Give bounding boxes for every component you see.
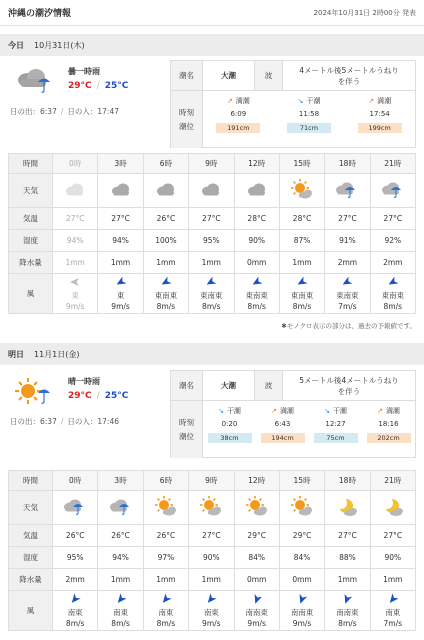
wind-speed: 9m/s — [111, 301, 130, 311]
tide-level: 191cm — [216, 123, 260, 133]
tide-time: 6:09 — [230, 110, 247, 118]
forecast-cell: 9時 — [189, 471, 234, 491]
arrow-down-right-icon: ↘ — [218, 407, 224, 415]
tide-kind — [227, 95, 250, 107]
row-header: 湿度 — [9, 230, 53, 252]
wind-arrow-icon — [160, 593, 172, 605]
wind-direction: 東 — [116, 290, 125, 300]
forecast-cell — [325, 174, 370, 208]
row-header: 天気 — [9, 491, 53, 525]
forecast-cell: 92% — [370, 230, 415, 252]
cloud-umbrella-icon — [63, 496, 87, 518]
forecast-row-wind — [9, 591, 416, 631]
tide-level: 202cm — [367, 433, 411, 443]
wind-arrow-icon — [296, 276, 308, 288]
forecast-cell: 28°C — [234, 208, 279, 230]
forecast-cell: 95% — [189, 230, 234, 252]
tide-kind — [324, 405, 347, 417]
wind-speed: 9m/s — [292, 618, 312, 628]
wind-direction: 東南東 — [336, 290, 359, 300]
tide-kind-label: 満潮 — [377, 97, 392, 105]
sunrise-label: 日の出 — [10, 417, 33, 426]
forecast-cell — [98, 591, 143, 631]
forecast-cell: 6時 — [143, 154, 188, 174]
forecast-cell: 29°C — [279, 525, 324, 547]
tide-kind — [368, 95, 391, 107]
tide-event — [216, 95, 260, 148]
forecast-cell: 1mm — [98, 569, 143, 591]
forecast-cell: 0mm — [279, 569, 324, 591]
row-header: 時間 — [9, 471, 53, 491]
tide-time: 17:54 — [369, 110, 390, 118]
forecast-cell — [189, 174, 234, 208]
forecast-cell — [234, 274, 279, 314]
cloud-icon — [154, 179, 178, 201]
forecast-cell: 2mm — [325, 252, 370, 274]
wind-speed: 7m/s — [383, 618, 403, 628]
past-forecast-note: ✱モノクロ表示の部分は、過去の予報値です。 — [281, 322, 416, 330]
forecast-cell — [325, 274, 370, 314]
tide-time: 6:43 — [274, 420, 291, 428]
wave-text: 5メートル後4メートルうねり を伴う — [299, 375, 399, 396]
wind-arrow-icon — [251, 593, 263, 605]
wind-arrow-icon — [387, 593, 399, 605]
forecast-cell: 94% — [98, 547, 143, 569]
forecast-cell: 97% — [143, 547, 188, 569]
arrow-up-right-icon: ↗ — [368, 97, 375, 105]
forecast-cell: 21時 — [370, 154, 415, 174]
forecast-cell — [370, 591, 415, 631]
forecast-cell — [189, 591, 234, 631]
tide-event — [287, 95, 331, 148]
sunset-time: 17:46 — [97, 417, 119, 426]
row-header: 湿度 — [9, 547, 53, 569]
wind-direction: 東 — [71, 290, 79, 300]
cloud-icon — [245, 179, 269, 201]
wind-direction: 東南東 — [381, 290, 405, 300]
sunset-label: 日の入 — [67, 417, 90, 426]
wind-arrow-icon — [69, 593, 81, 605]
forecast-cell — [279, 274, 324, 314]
wind-direction: 南東 — [385, 607, 401, 617]
forecast-cell: 6時 — [143, 471, 188, 491]
wind-direction: 南東 — [113, 607, 129, 617]
wind-speed: 9m/s — [247, 618, 266, 628]
published-time: 2024年10月31日 2時00分 発表 — [313, 8, 416, 17]
forecast-cell: 26°C — [143, 525, 188, 547]
wind-arrow-icon — [160, 276, 172, 288]
tide-time: 18:16 — [378, 420, 399, 428]
day-label: 明日 — [8, 349, 24, 359]
forecast-cell — [98, 274, 143, 314]
tide-level: 75cm — [314, 433, 358, 443]
forecast-table-today — [8, 153, 416, 314]
arrow-up-right-icon: ↗ — [271, 407, 277, 415]
wind-speed: 8m/s — [156, 618, 176, 628]
cloud-icon — [109, 179, 133, 201]
cloud-umbrella-icon — [335, 179, 359, 201]
forecast-row-hour — [9, 471, 416, 491]
forecast-cell: 1mm — [143, 569, 188, 591]
forecast-row-temp — [9, 525, 416, 547]
sun-cloud-icon — [199, 496, 223, 518]
tide-level-label: 潮位 — [179, 121, 194, 131]
row-header: 降水量 — [9, 569, 53, 591]
wind-direction: 南東 — [67, 607, 83, 617]
forecast-cell: 1mm — [370, 569, 415, 591]
cloud-icon — [199, 179, 223, 201]
sunrise-time: 6:37 — [40, 417, 57, 426]
tide-event — [358, 95, 402, 148]
day-date: 11月1日(金) — [34, 349, 80, 359]
tide-kind — [298, 95, 321, 107]
forecast-cell — [279, 174, 324, 208]
forecast-cell: 1mm — [189, 252, 234, 274]
tide-kind-label: 満潮 — [279, 407, 294, 415]
wind-arrow-icon — [296, 593, 308, 605]
tide-time-label: 時刻 — [179, 417, 194, 427]
forecast-cell: 27°C — [370, 208, 415, 230]
forecast-cell: 15時 — [279, 471, 324, 491]
forecast-cell: 15時 — [279, 154, 324, 174]
wind-direction: 南南東 — [290, 607, 314, 617]
forecast-cell: 27°C — [189, 525, 234, 547]
forecast-cell: 26°C — [98, 525, 143, 547]
forecast-cell — [53, 174, 98, 208]
forecast-row-humidity — [9, 547, 416, 569]
sunset-time: 17:47 — [97, 107, 119, 116]
tide-kind — [218, 405, 241, 417]
forecast-cell: 0時 — [53, 154, 98, 174]
wind-direction: 東南東 — [154, 290, 178, 300]
wave-label: 波 — [255, 61, 283, 90]
forecast-row-precip — [9, 569, 416, 591]
arrow-up-right-icon: ↗ — [226, 97, 233, 105]
forecast-cell — [325, 491, 370, 525]
wind-arrow-icon — [205, 276, 217, 288]
wind-arrow-icon — [69, 276, 81, 288]
forecast-cell: 29°C — [234, 525, 279, 547]
day-header-today — [0, 34, 424, 56]
forecast-cell: 1mm — [189, 569, 234, 591]
forecast-table-tomorrow — [8, 470, 416, 631]
forecast-cell — [53, 491, 98, 525]
day-summary — [0, 366, 424, 464]
tide-kind — [271, 405, 294, 417]
wind-speed: 8m/s — [383, 301, 403, 311]
weather-text: 曇一時雨 — [68, 67, 100, 76]
moon-cloud-icon — [381, 496, 405, 518]
forecast-cell — [143, 491, 188, 525]
wind-direction: 南南東 — [336, 607, 359, 617]
wind-arrow-icon — [341, 593, 353, 605]
temp-high: 29°C — [68, 81, 92, 91]
forecast-row-weather — [9, 491, 416, 525]
forecast-cell — [189, 274, 234, 314]
day-date: 10月31日(木) — [34, 40, 85, 50]
forecast-cell — [370, 174, 415, 208]
row-header: 風 — [9, 274, 53, 314]
forecast-cell: 1mm — [98, 252, 143, 274]
forecast-cell: 9時 — [189, 154, 234, 174]
row-header: 時間 — [9, 154, 53, 174]
forecast-cell: 94% — [98, 230, 143, 252]
wind-direction: 東南東 — [290, 290, 314, 300]
tide-type: 大潮 — [203, 61, 255, 90]
temperature-range: 29°C / 25°C — [68, 81, 129, 91]
tide-level: 194cm — [261, 433, 305, 443]
forecast-row-wind — [9, 274, 416, 314]
forecast-cell: 21時 — [370, 471, 415, 491]
forecast-cell — [98, 174, 143, 208]
forecast-cell: 90% — [370, 547, 415, 569]
forecast-cell: 1mm — [279, 252, 324, 274]
forecast-cell: 27°C — [53, 208, 98, 230]
tide-type: 大潮 — [203, 371, 255, 400]
forecast-cell: 2mm — [53, 569, 98, 591]
wind-direction: 南東 — [158, 607, 174, 617]
moon-cloud-icon — [335, 496, 359, 518]
forecast-row-humidity — [9, 230, 416, 252]
forecast-cell: 0mm — [234, 569, 279, 591]
tide-kind-label: 干潮 — [226, 407, 241, 415]
forecast-cell: 90% — [234, 230, 279, 252]
sunrise-time: 6:37 — [40, 107, 57, 116]
forecast-cell: 1mm — [325, 569, 370, 591]
tide-type-label: 潮名 — [171, 61, 203, 90]
tide-kind — [377, 405, 400, 417]
forecast-cell: 28°C — [279, 208, 324, 230]
forecast-cell — [53, 274, 98, 314]
tide-events — [203, 401, 415, 458]
tide-event — [314, 405, 358, 458]
sun-cloud-icon — [154, 496, 178, 518]
temp-low: 25°C — [104, 81, 129, 91]
weather-summary — [8, 366, 168, 464]
forecast-cell — [325, 591, 370, 631]
wind-direction: 南東 — [203, 607, 219, 617]
forecast-cell: 2mm — [370, 252, 415, 274]
arrow-down-right-icon: ↘ — [297, 97, 304, 105]
forecast-cell: 18時 — [325, 154, 370, 174]
forecast-row-temp — [9, 208, 416, 230]
forecast-cell: 27°C — [189, 208, 234, 230]
temp-low: 25°C — [104, 391, 129, 401]
forecast-cell — [143, 174, 188, 208]
tide-time: 11:58 — [298, 110, 320, 118]
page-title: 沖縄の潮汐情報 — [8, 9, 72, 19]
wind-arrow-icon — [251, 276, 263, 288]
cloud-icon — [63, 179, 87, 201]
arrow-down-right-icon: ↘ — [324, 407, 330, 415]
forecast-row-weather — [9, 174, 416, 208]
tide-time-level-labels — [171, 401, 203, 458]
row-header: 気温 — [9, 525, 53, 547]
forecast-cell: 26°C — [53, 525, 98, 547]
temperature-range: 29°C / 25°C — [68, 391, 129, 401]
forecast-cell: 1mm — [53, 252, 98, 274]
tide-event — [367, 405, 411, 458]
tide-event — [261, 405, 305, 458]
forecast-cell: 90% — [189, 547, 234, 569]
page-header — [0, 0, 424, 26]
tide-kind-label: 満潮 — [235, 97, 250, 105]
forecast-row-precip — [9, 252, 416, 274]
wave-text: 4メートル後5メートルうねり を伴う — [299, 65, 399, 86]
sun-times: 日の出：6:37 / 日の入：17:47 — [10, 107, 119, 116]
cloud-umbrella-icon — [109, 496, 133, 518]
tide-level: 38cm — [208, 433, 252, 443]
tide-time: 12:27 — [325, 420, 346, 428]
forecast-cell — [279, 491, 324, 525]
temp-high: 29°C — [68, 391, 92, 401]
forecast-cell: 18時 — [325, 471, 370, 491]
forecast-cell — [189, 491, 234, 525]
cloud-rain-icon — [14, 66, 52, 96]
tide-event — [208, 405, 252, 458]
wind-speed: 8m/s — [338, 618, 357, 628]
tide-kind-label: 満潮 — [385, 407, 400, 415]
wind-speed: 9m/s — [202, 618, 221, 628]
forecast-cell: 91% — [325, 230, 370, 252]
row-header: 天気 — [9, 174, 53, 208]
weather-summary — [8, 56, 168, 154]
forecast-cell: 100% — [143, 230, 188, 252]
forecast-cell: 27°C — [325, 208, 370, 230]
sunset-label: 日の入 — [67, 107, 90, 116]
forecast-cell — [53, 591, 98, 631]
wind-speed: 9m/s — [65, 301, 85, 311]
row-header: 風 — [9, 591, 53, 631]
wind-speed: 8m/s — [292, 301, 312, 311]
wind-arrow-icon — [115, 276, 127, 288]
wind-speed: 8m/s — [111, 618, 130, 628]
row-header: 降水量 — [9, 252, 53, 274]
wind-direction: 東南東 — [200, 290, 223, 300]
forecast-cell — [370, 491, 415, 525]
sun-cloud-icon — [290, 496, 314, 518]
cloud-umbrella-icon — [381, 179, 405, 201]
forecast-cell: 27°C — [98, 208, 143, 230]
forecast-cell: 27°C — [370, 525, 415, 547]
tide-level: 71cm — [287, 123, 331, 133]
forecast-cell: 88% — [325, 547, 370, 569]
wind-arrow-icon — [387, 276, 399, 288]
forecast-cell: 3時 — [98, 154, 143, 174]
wind-direction: 東南東 — [245, 290, 268, 300]
forecast-cell: 0mm — [234, 252, 279, 274]
forecast-row-hour — [9, 154, 416, 174]
forecast-cell — [370, 274, 415, 314]
tide-events — [203, 91, 415, 148]
forecast-cell: 1mm — [143, 252, 188, 274]
tide-time-level-labels — [171, 91, 203, 148]
tide-level: 199cm — [358, 123, 402, 133]
tide-type-label: 潮名 — [171, 371, 203, 400]
forecast-cell — [234, 491, 279, 525]
wind-speed: 8m/s — [247, 301, 266, 311]
forecast-cell — [279, 591, 324, 631]
sun-rain-icon — [14, 376, 52, 406]
forecast-cell: 27°C — [325, 525, 370, 547]
forecast-cell — [234, 591, 279, 631]
arrow-up-right-icon: ↗ — [377, 407, 383, 415]
forecast-cell: 12時 — [234, 154, 279, 174]
wind-speed: 8m/s — [65, 618, 85, 628]
tide-panel — [170, 60, 416, 148]
wind-arrow-icon — [341, 276, 353, 288]
weather-text: 晴一時雨 — [68, 377, 100, 386]
day-label: 今日 — [8, 40, 24, 50]
forecast-cell — [143, 591, 188, 631]
wind-speed: 7m/s — [338, 301, 357, 311]
wind-arrow-icon — [205, 593, 217, 605]
wind-speed: 8m/s — [156, 301, 176, 311]
tide-panel — [170, 370, 416, 458]
wind-direction: 南南東 — [245, 607, 268, 617]
sun-cloud-icon — [290, 179, 314, 201]
sun-times: 日の出：6:37 / 日の入：17:46 — [10, 417, 119, 426]
tide-level-label: 潮位 — [179, 431, 194, 441]
forecast-cell: 84% — [234, 547, 279, 569]
wind-arrow-icon — [115, 593, 127, 605]
forecast-cell — [98, 491, 143, 525]
forecast-cell: 95% — [53, 547, 98, 569]
tide-kind-label: 干潮 — [306, 97, 321, 105]
forecast-cell: 3時 — [98, 471, 143, 491]
forecast-cell: 87% — [279, 230, 324, 252]
tide-time-label: 時刻 — [179, 107, 194, 117]
day-summary — [0, 56, 424, 154]
forecast-cell: 94% — [53, 230, 98, 252]
wind-speed: 8m/s — [202, 301, 221, 311]
tide-time: 0:20 — [221, 420, 238, 428]
forecast-cell: 0時 — [53, 471, 98, 491]
row-header: 気温 — [9, 208, 53, 230]
wave-label: 波 — [255, 371, 283, 400]
forecast-cell — [143, 274, 188, 314]
forecast-cell: 26°C — [143, 208, 188, 230]
tide-kind-label: 干潮 — [332, 407, 347, 415]
forecast-cell: 12時 — [234, 471, 279, 491]
sun-cloud-icon — [245, 496, 269, 518]
day-header-tomorrow — [0, 343, 424, 365]
forecast-cell: 84% — [279, 547, 324, 569]
sunrise-label: 日の出 — [10, 107, 33, 116]
forecast-cell — [234, 174, 279, 208]
